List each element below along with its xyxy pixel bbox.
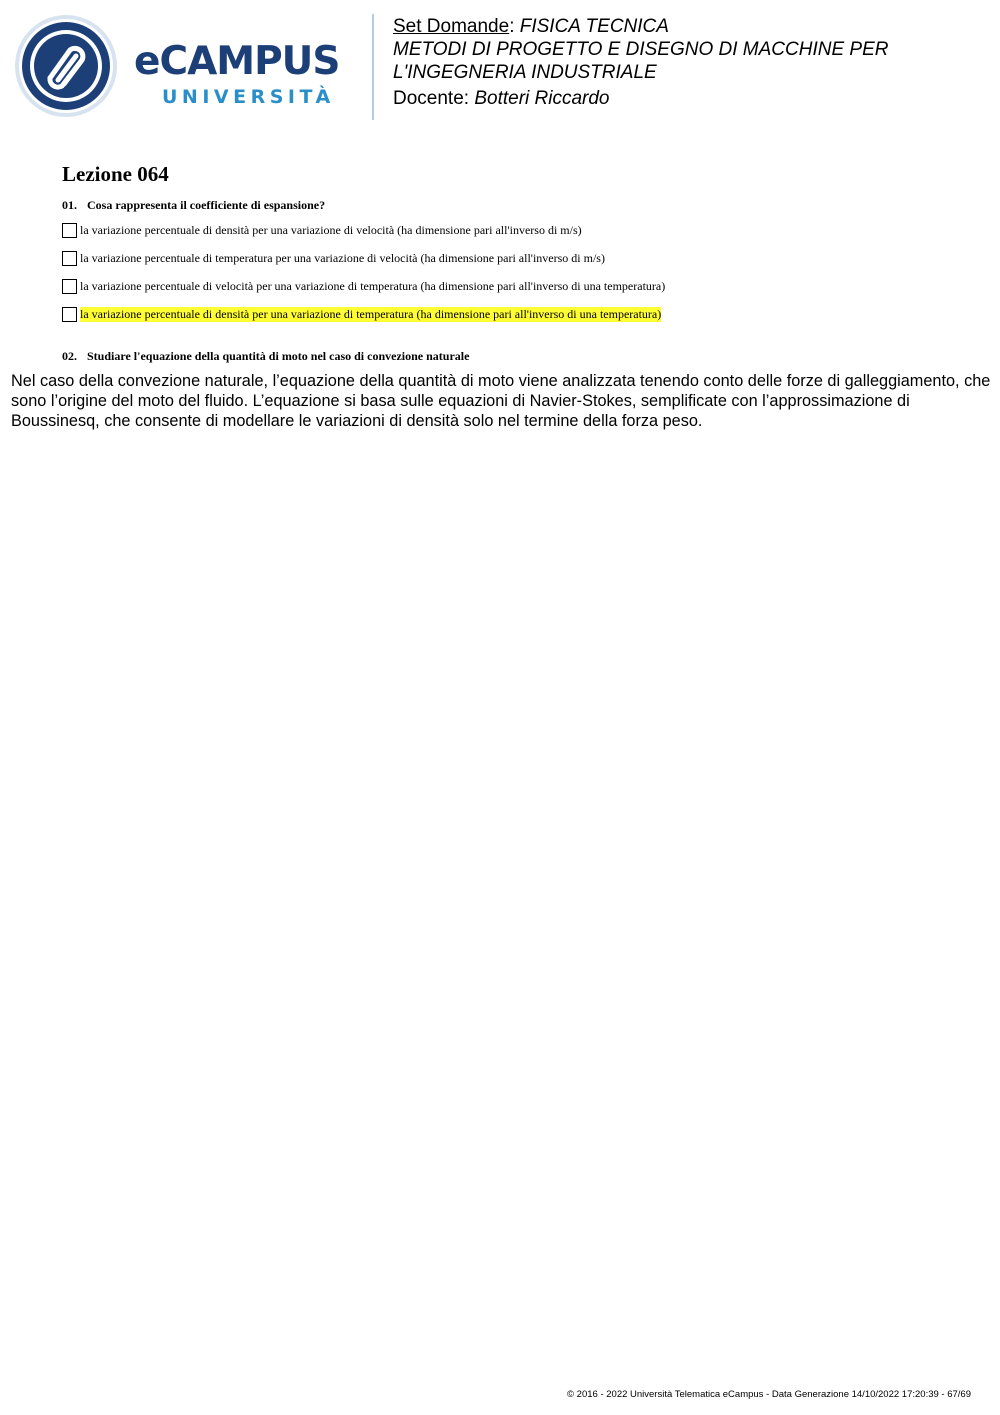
checkbox[interactable] — [62, 307, 77, 322]
program-line-2: L'INGEGNERIA INDUSTRIALE — [393, 62, 657, 83]
page-footer: © 2016 - 2022 Università Telematica eCampus - Data Generazione 14/10/2022 17:20:39 - 67/69 — [567, 1389, 971, 1400]
question-2 — [62, 349, 469, 364]
logo-subtitle: UNIVERSITÀ — [162, 86, 335, 108]
question-number: 01. — [62, 198, 77, 212]
question-number: 02. — [62, 349, 77, 363]
set-domande-label: Set Domande — [393, 16, 510, 37]
option-text-highlighted: la variazione percentuale di densità per una variazione di temperatura (ha dimensione pari all'inverso di una temperatura) — [80, 307, 662, 321]
option-4-correct[interactable] — [62, 307, 661, 322]
header-divider — [372, 14, 374, 120]
course-info — [393, 15, 888, 110]
page-header — [0, 0, 1000, 125]
teacher-label: Docente: — [393, 88, 470, 109]
ecampus-logo — [14, 14, 359, 118]
option-2[interactable] — [62, 251, 605, 266]
program-line-1: METODI DI PROGETTO E DISEGNO DI MACCHINE PER — [393, 39, 889, 60]
ecampus-seal-icon — [14, 14, 118, 118]
lesson-title: Lezione 064 — [62, 162, 169, 186]
option-text: la variazione percentuale di velocità per una variazione di temperatura (ha dimensione pari all'inverso di una temperatura) — [80, 279, 666, 293]
question-text: Studiare l'equazione della quantità di moto nel caso di convezione naturale — [87, 349, 470, 363]
teacher-line — [393, 87, 888, 110]
checkbox[interactable] — [62, 251, 77, 266]
checkbox[interactable] — [62, 223, 77, 238]
teacher-name: Botteri Riccardo — [474, 88, 610, 109]
logo-wordmark: eCAMPUS — [134, 39, 340, 84]
set-colon: : — [509, 16, 515, 37]
option-3[interactable] — [62, 279, 665, 294]
option-1[interactable] — [62, 223, 582, 238]
course-line — [393, 15, 888, 38]
option-text: la variazione percentuale di temperatura per una variazione di velocità (ha dimensione pari all'inverso di m/s) — [80, 251, 605, 265]
question-text: Cosa rappresenta il coefficiente di espansione? — [87, 198, 326, 212]
checkbox[interactable] — [62, 279, 77, 294]
course-name: FISICA TECNICA — [519, 16, 669, 37]
answer-text: Nel caso della convezione naturale, l’equazione della quantità di moto viene analizzata tenendo conto delle forze di galleggiamento, che sono l’origine del moto del fluido. L’equazione si basa sulle equazioni di Navier-Stokes, semplificate con l’approssimazione di Boussinesq, che consente di modellare le variazioni di densità solo nel termine della forza peso. — [11, 372, 991, 430]
option-text: la variazione percentuale di densità per una variazione di velocità (ha dimensione pari all'inverso di m/s) — [80, 223, 582, 237]
question-1 — [62, 198, 325, 213]
